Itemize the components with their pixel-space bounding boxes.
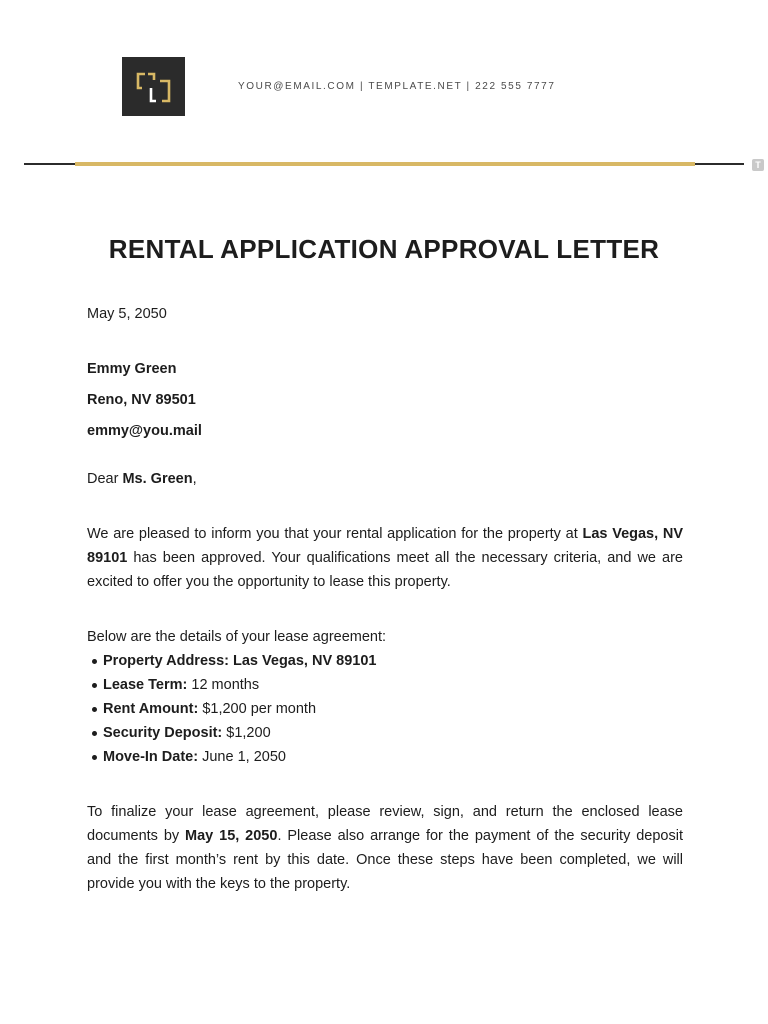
letter-date: May 5, 2050 bbox=[87, 306, 167, 322]
detail-value: 12 months bbox=[187, 677, 260, 693]
recipient-block bbox=[87, 357, 683, 443]
detail-label: Lease Term: bbox=[103, 677, 188, 693]
salutation bbox=[87, 467, 683, 491]
salutation-prefix: Dear bbox=[87, 471, 123, 487]
finalize-text-start: To finalize your lease agreement, please review, sign, and return the enclosed lease documents by bbox=[87, 804, 683, 844]
list-item bbox=[87, 721, 683, 745]
finalize-text-end: . Please also arrange for the payment of the security deposit and the first month’s rent by this date. Once these steps have been completed, we will provide you with the keys to the property. bbox=[87, 828, 683, 892]
letter-body bbox=[87, 302, 683, 927]
letter-title: RENTAL APPLICATION APPROVAL LETTER bbox=[108, 234, 660, 264]
list-item bbox=[87, 649, 683, 673]
template-badge: T bbox=[752, 159, 764, 171]
lease-details-list bbox=[87, 649, 683, 769]
recipient-email: emmy@you.mail bbox=[87, 423, 202, 439]
property-location: Las Vegas, NV 89101 bbox=[87, 526, 684, 566]
approval-text-start: We are pleased to inform you that your rental application for the property at bbox=[87, 526, 583, 542]
salutation-name: Ms. Green bbox=[122, 471, 193, 487]
detail-label: Rent Amount: bbox=[103, 701, 199, 717]
detail-value: June 1, 2050 bbox=[198, 749, 286, 765]
deadline-date: May 15, 2050 bbox=[185, 828, 278, 844]
detail-label: Security Deposit: bbox=[103, 725, 223, 741]
finalize-paragraph bbox=[87, 800, 683, 896]
company-logo bbox=[122, 57, 185, 116]
header-accent-bar bbox=[75, 162, 695, 166]
recipient-city: Reno, NV 89501 bbox=[87, 392, 196, 408]
list-item bbox=[87, 745, 683, 769]
approval-paragraph bbox=[87, 522, 683, 594]
details-intro: Below are the details of your lease agreement: bbox=[87, 629, 387, 645]
contact-info: YOUR@EMAIL.COM | TEMPLATE.NET | 222 555 7777 bbox=[238, 81, 556, 92]
list-item bbox=[87, 673, 683, 697]
list-item bbox=[87, 697, 683, 721]
detail-value: $1,200 bbox=[222, 725, 271, 741]
bracket-logo-icon bbox=[122, 57, 185, 116]
detail-label: Property Address: bbox=[103, 653, 229, 669]
salutation-suffix: , bbox=[192, 471, 197, 487]
approval-text-end: has been approved. Your qualifications meet all the necessary criteria, and we are excited to offer you the opportunity to lease this property. bbox=[87, 550, 683, 590]
detail-label: Move-In Date: bbox=[103, 749, 199, 765]
detail-value: $1,200 per month bbox=[198, 701, 317, 717]
detail-value: Las Vegas, NV 89101 bbox=[228, 653, 377, 669]
recipient-name: Emmy Green bbox=[87, 361, 177, 377]
